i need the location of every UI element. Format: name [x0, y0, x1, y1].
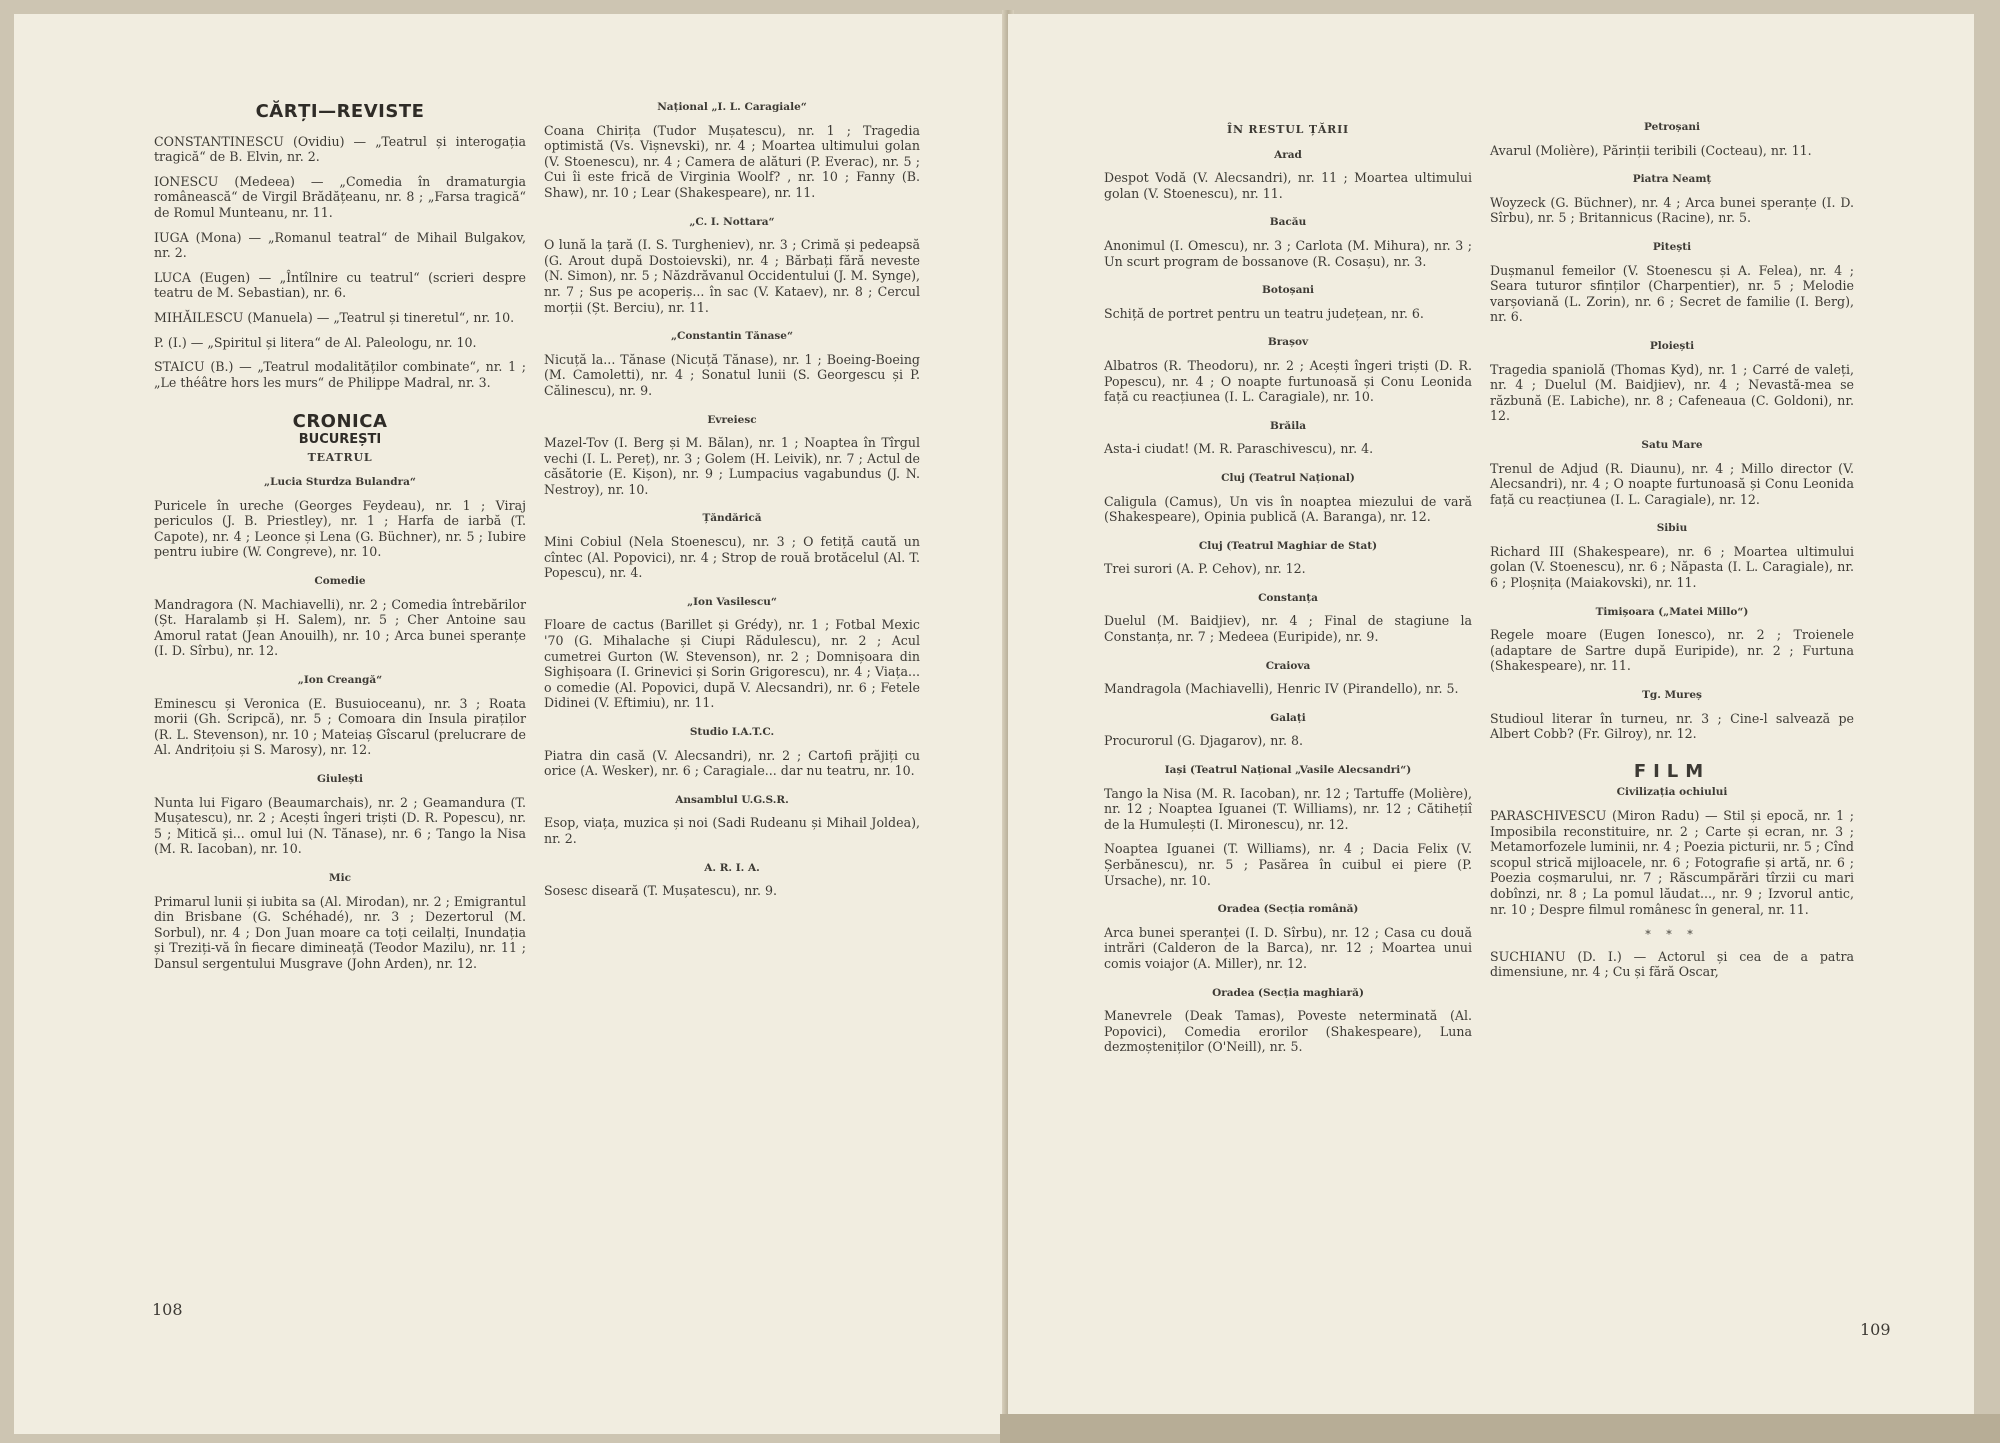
theatre-heading: Galați: [1270, 711, 1306, 724]
theatre-heading: A. R. I. A.: [704, 861, 760, 874]
theatre-entry: Schiță de portret pentru un teatru județean, nr. 6.: [1104, 305, 1424, 321]
theatre-heading: Petroșani: [1643, 121, 1701, 133]
carti-reviste-heading: CĂRȚI—REVISTE: [255, 101, 425, 122]
theatre-entry: O lună la țară (I. S. Turgheniev), nr. 3 ; Crimă și pedeapsă (G. Arout după Dostoievski), nr. 4 ; Bărbați fără neveste (N. Simon), nr. 5 ; Năzdrăvanul Occidentului (J. M. Synge), nr. 7 ; Sus pe acoperiș... în sac (V. Kataev), nr. 8 ; Cercul morții (Șt. Berciu), nr. 11.: [544, 237, 920, 315]
theatre-entry: Floare de cactus (Barillet și Grédy), nr. 1 ; Fotbal Mexic '70 (G. Mihalache și Ciupi Rădulescu), nr. 2 ; Acul cumetrei Gurton (W. Stevenson), nr. 2 ; Domnișoara din Sighișoara (I. Grinevici și Sorin Grigorescu), nr. 4 ; Viața... o comedie (Al. Popovici, după V. Alecsandri), nr. 6 ; Fetele Didinei (V. Eftimiu), nr. 11.: [544, 617, 920, 711]
theatre-entry: Mandragora (N. Machiavelli), nr. 2 ; Comedia întrebărilor (Șt. Haralamb și H. Salem), nr. 5 ; Cher Antoine sau Amorul ratat (Jean Anouilh), nr. 10 ; Arca bunei speranțe (I. D. Sîrbu), nr. 12.: [154, 596, 526, 659]
theatre-entry: Mazel-Tov (I. Berg și M. Bălan), nr. 1 ; Noaptea în Tîrgul vechi (I. L. Pereț), nr. 3 ; Golem (H. Leivik), nr. 7 ; Actul de căsătorie (E. Kișon), nr. 9 ; Lumpacius vagabundus (J. N. Nestroy), nr. 10.: [544, 435, 920, 497]
theatre-entry: Mandragola (Machiavelli), Henric IV (Pirandello), nr. 5.: [1104, 681, 1459, 697]
theatre-entry: Woyzeck (G. Büchner), nr. 4 ; Arca bunei speranțe (I. D. Sîrbu), nr. 5 ; Britannicus (Racine), nr. 5.: [1490, 194, 1854, 226]
theatre-entry: Albatros (R. Theodoru), nr. 2 ; Acești îngeri triști (D. R. Popescu), nr. 4 ; O noapte furtunoasă și Conu Leonida față cu reacțiunea (I. L. Caragiale), nr. 10.: [1104, 357, 1472, 405]
theatre-heading: „C. I. Nottara“: [689, 215, 775, 228]
theatre-heading: Tg. Mureș: [1642, 689, 1702, 702]
film-entry-suchianu: SUCHIANU (D. I.) — Actorul și cea de a patra dimensiune, nr. 4 ; Cu și fără Oscar,: [1490, 948, 1854, 980]
theatre-heading: Oradea (Secția maghiară): [1212, 986, 1364, 999]
col3-theatre-list: [1104, 148, 1472, 1055]
theatre-entry: Asta-i ciudat! (M. R. Paraschivescu), nr. 4.: [1104, 441, 1374, 457]
theatre-heading: Arad: [1274, 148, 1302, 161]
book-entry: STAICU (B.) — „Teatrul modalităților combinate“, nr. 1 ; „Le théâtre hors les murs“ de Philippe Madral, nr. 3.: [154, 359, 526, 390]
theatre-entry: Eminescu și Veronica (E. Busuioceanu), nr. 3 ; Roata morii (Gh. Scripcă), nr. 5 ; Comoara din Insula piraților (R. L. Stevenson), nr. 10 ; Mateiaș Gîscarul (prelucrare de Al. Andrițoiu și S. Marosy), nr. 12.: [154, 695, 526, 758]
theatre-entry: Nicuță la... Tănase (Nicuță Tănase), nr. 1 ; Boeing-Boeing (M. Camoletti), nr. 4 ; Sonatul lunii (S. Georgescu și P. Călinescu), nr. 9.: [544, 351, 920, 398]
theatre-heading: Ansamblul U.G.S.R.: [675, 793, 789, 806]
theatre-heading: „Constantin Tănase“: [670, 330, 794, 343]
theatre-heading: Comedie: [314, 575, 366, 588]
theatre-entry: Primarul lunii și iubita sa (Al. Mirodan), nr. 2 ; Emigrantul din Brisbane (G. Schéhadé), nr. 3 ; Dezertorul (M. Sorbul), nr. 4 ; Don Juan moare ca toți ceilalți, Inundația și Treziți-vă în fiecare dimineață (Teodor Mazilu), nr. 11 ; Dansul sergentului Musgrave (John Arden), nr. 12.: [154, 893, 526, 971]
theatre-heading: Mic: [328, 871, 351, 884]
theatre-heading: Țăndărică: [702, 512, 762, 525]
in-restul-tarii-heading: ÎN RESTUL ȚĂRII: [1227, 123, 1349, 136]
theatre-heading: Botoșani: [1261, 284, 1315, 297]
teatrul-heading: TEATRUL: [307, 450, 373, 464]
theatre-entry: Regele moare (Eugen Ionesco), nr. 2 ; Troienele (adaptare de Sartre după Euripide), nr. 2 ; Furtuna (Shakespeare), nr. 11.: [1490, 627, 1854, 674]
theatre-heading: Ploiești: [1649, 339, 1695, 352]
theatre-entry: Arca bunei speranței (I. D. Sîrbu), nr. 12 ; Casa cu două intrări (Calderon de la Barca), nr. 12 ; Moartea unui comis voiajor (A. Miller), nr. 12.: [1104, 924, 1472, 971]
right-page: [1008, 14, 1974, 1414]
theatre-entry: Puricele în ureche (Georges Feydeau), nr. 1 ; Viraj periculos (J. B. Priestley), nr. 1 ; Harfa de iarbă (T. Capote), nr. 4 ; Leonce și Lena (G. Büchner), nr. 5 ; Iubire pentru iubire (W. Congreve), nr. 10.: [154, 497, 526, 560]
page-number-right: 109: [1860, 1320, 1891, 1339]
theatre-heading: Oradea (Secția română): [1217, 903, 1359, 916]
theatre-entry: Avarul (Molière), Părinții teribili (Cocteau), nr. 11.: [1490, 142, 1812, 158]
column-2: [544, 100, 920, 908]
theatre-entry: Studioul literar în turneu, nr. 3 ; Cine-l salvează pe Albert Cobb? (Fr. Gilroy), nr. 12.: [1490, 710, 1854, 742]
theatre-heading: Iași (Teatrul Național „Vasile Alecsandri“): [1164, 764, 1412, 777]
theatre-heading: Giulești: [316, 773, 363, 785]
theatre-entry: Coana Chirița (Tudor Mușatescu), nr. 1 ; Tragedia optimistă (Vs. Vișnevski), nr. 4 ; Moartea ultimului golan (V. Stoenescu), nr. 4 ; Camera de alături (P. Everac), nr. 5 ; Cui îi este frică de Virginia Woolf? , nr. 10 ; Fanny (B. Shaw), nr. 10 ; Lear (Shakespeare), nr. 11.: [544, 122, 920, 200]
theatre-heading: Sibiu: [1656, 522, 1688, 535]
bucuresti-heading: BUCUREȘTI: [298, 431, 382, 447]
theatre-heading: Național „I. L. Caragiale“: [657, 101, 807, 113]
theatre-heading: Constanța: [1258, 591, 1318, 604]
column-4: [1490, 120, 1854, 980]
col2-theatre-list: [544, 100, 920, 899]
theatre-heading: „Lucia Sturdza Bulandra“: [264, 476, 416, 489]
theatre-heading: Craiova: [1265, 659, 1311, 672]
theatre-entry: Dușmanul femeilor (V. Stoenescu și A. Felea), nr. 4 ; Seara tuturor sfinților (Charpentier), nr. 5 ; Melodie varșoviană (L. Zorin), nr. 6 ; Secret de familie (I. Berg), nr. 6.: [1490, 262, 1854, 325]
theatre-heading: Cluj (Teatrul Național): [1221, 471, 1355, 484]
book-entry: P. (I.) — „Spiritul și litera“ de Al. Paleologu, nr. 10.: [154, 334, 477, 350]
theatre-heading: Evreiesc: [707, 413, 757, 426]
theatre-heading: „Ion Vasilescu“: [687, 595, 777, 608]
theatre-entry: Manevrele (Deak Tamas), Poveste neterminată (Al. Popovici), Comedia erorilor (Shakespeare), Luna dezmoșteniților (O'Neill), nr. 5.: [1104, 1008, 1472, 1055]
carti-list: [154, 134, 526, 391]
book-edge-strip: [1000, 1414, 2000, 1443]
theatre-entry: Procurorul (G. Djagarov), nr. 8.: [1104, 733, 1304, 749]
theatre-entry: Trenul de Adjud (R. Diaunu), nr. 4 ; Millo director (V. Alecsandri), nr. 4 ; O noapte furtunoasă și Conu Leonida față cu reacțiunea (I. L. Caragiale), nr. 12.: [1490, 460, 1854, 507]
theatre-entry: Tango la Nisa (M. R. Iacoban), nr. 12 ; Tartuffe (Molière), nr. 12 ; Noaptea Iguanei (T. Williams), nr. 12 ; Cătihețiî de la Humulești (I. Mironescu), nr. 12.: [1104, 785, 1472, 832]
page-number-left: 108: [152, 1300, 183, 1319]
theatre-entry: Despot Vodă (V. Alecsandri), nr. 11 ; Moartea ultimului golan (V. Stoenescu), nr. 11.: [1104, 170, 1472, 201]
theatre-entry: Piatra din casă (V. Alecsandri), nr. 2 ; Cartofi prăjiți cu orice (A. Wesker), nr. 6 ; Caragiale... dar nu teatru, nr. 10.: [544, 747, 920, 779]
theatre-heading: Bacău: [1269, 216, 1307, 229]
book-entry: LUCA (Eugen) — „Întîlnire cu teatrul“ (scrieri despre teatru de M. Sebastian), nr. 6.: [154, 269, 526, 301]
column-3: [1104, 122, 1472, 1064]
theatre-entry: Esop, viața, muzica și noi (Sadi Rudeanu și Mihail Joldea), nr. 2.: [544, 815, 920, 846]
theatre-heading: Satu Mare: [1641, 438, 1703, 451]
theatre-entry: Nunta lui Figaro (Beaumarchais), nr. 2 ; Geamandura (T. Mușatescu), nr. 2 ; Acești îngeri triști (D. R. Popescu), nr. 5 ; Mitică și... omul lui (N. Tănase), nr. 6 ; Tango la Nisa (M. R. Iacoban), nr. 10.: [154, 794, 526, 857]
book-entry: MIHĂILESCU (Manuela) — „Teatrul și tineretul“, nr. 10.: [154, 309, 515, 325]
col1-theatre-list: [154, 475, 526, 971]
theatre-entry: Noaptea Iguanei (T. Williams), nr. 4 ; Dacia Felix (V. Șerbănescu), nr. 5 ; Pasărea în cuibul ei piere (P. Ursache), nr. 10.: [1104, 841, 1472, 888]
theatre-entry: Sosesc diseară (T. Mușatescu), nr. 9.: [544, 883, 777, 899]
theatre-entry: Tragedia spaniolă (Thomas Kyd), nr. 1 ; Carré de valeți, nr. 4 ; Duelul (M. Baidjiev), nr. 4 ; Nevastă-mea se răzbună (E. Labiche), nr. 8 ; Cafeneaua (C. Goldoni), nr. 12.: [1490, 361, 1854, 424]
cronica-heading: CRONICA: [292, 411, 388, 433]
book-entry: IONESCU (Medeea) — „Comedia în dramaturgia românească“ de Virgil Brădățeanu, nr. 8 ; „Farsa tragică“ de Romul Munteanu, nr. 11.: [154, 173, 526, 220]
theatre-heading: Cluj (Teatrul Maghiar de Stat): [1198, 539, 1378, 552]
section-stars: * * *: [1645, 928, 1699, 942]
book-entry: IUGA (Mona) — „Romanul teatral“ de Mihail Bulgakov, nr. 2.: [154, 229, 526, 261]
theatre-entry: Richard III (Shakespeare), nr. 6 ; Moartea ultimului golan (V. Stoenescu), nr. 6 ; Năpasta (I. L. Caragiale), nr. 6 ; Ploșnița (Maiakovski), nr. 11.: [1490, 543, 1854, 591]
theatre-entry: Trei surori (A. P. Cehov), nr. 12.: [1104, 561, 1306, 577]
theatre-entry: Caligula (Camus), Un vis în noaptea miezului de vară (Shakespeare), Opinia publică (A. Baranga), nr. 12.: [1104, 493, 1472, 525]
theatre-entry: Mini Cobiul (Nela Stoenescu), nr. 3 ; O fetiță caută un cîntec (Al. Popovici), nr. 4 ; Strop de rouă brotăcelul (Al. T. Popescu), nr. 4.: [544, 534, 920, 581]
book-entry: CONSTANTINESCU (Ovidiu) — „Teatrul și interogația tragică“ de B. Elvin, nr. 2.: [154, 133, 526, 165]
column-1: [154, 101, 526, 981]
theatre-heading: „Ion Creangă“: [297, 674, 383, 687]
col4-theatre-list: [1490, 120, 1854, 742]
film-subheading: Civilizația ochiului: [1616, 786, 1728, 799]
theatre-heading: Studio I.A.T.C.: [689, 726, 775, 738]
film-heading: FILM: [1633, 760, 1711, 782]
theatre-entry: Anonimul (I. Omescu), nr. 3 ; Carlota (M. Mihura), nr. 3 ; Un scurt program de bossanove (R. Cosașu), nr. 3.: [1104, 237, 1472, 269]
film-entry-paraschivescu: PARASCHIVESCU (Miron Radu) — Stil și epocă, nr. 1 ; Imposibila reconstituire, nr. 2 ; Carte și ecran, nr. 3 ; Metamorfozele luminii, nr. 4 ; Poezia picturii, nr. 5 ; Cînd scopul strică mijloacele, nr. 6 ; Fotografie și artă, nr. 6 ; Poezia coșmarului, nr. 7 ; Răscumpărări tîrzii cu mari dobînzi, nr. 8 ; La pomul lăudat..., nr. 9 ; Izvorul antic, nr. 10 ; Despre filmul românesc în general, nr. 11.: [1490, 808, 1854, 917]
theatre-heading: Brăila: [1270, 419, 1306, 432]
theatre-heading: Piatra Neamț: [1632, 173, 1712, 186]
theatre-entry: Duelul (M. Baidjiev), nr. 4 ; Final de stagiune la Constanța, nr. 7 ; Medeea (Euripide), nr. 9.: [1104, 613, 1472, 645]
theatre-heading: Brașov: [1267, 336, 1309, 349]
theatre-heading: Pitești: [1652, 240, 1692, 253]
theatre-heading: Timișoara („Matei Millo“): [1595, 605, 1749, 618]
left-page: [14, 14, 1006, 1434]
